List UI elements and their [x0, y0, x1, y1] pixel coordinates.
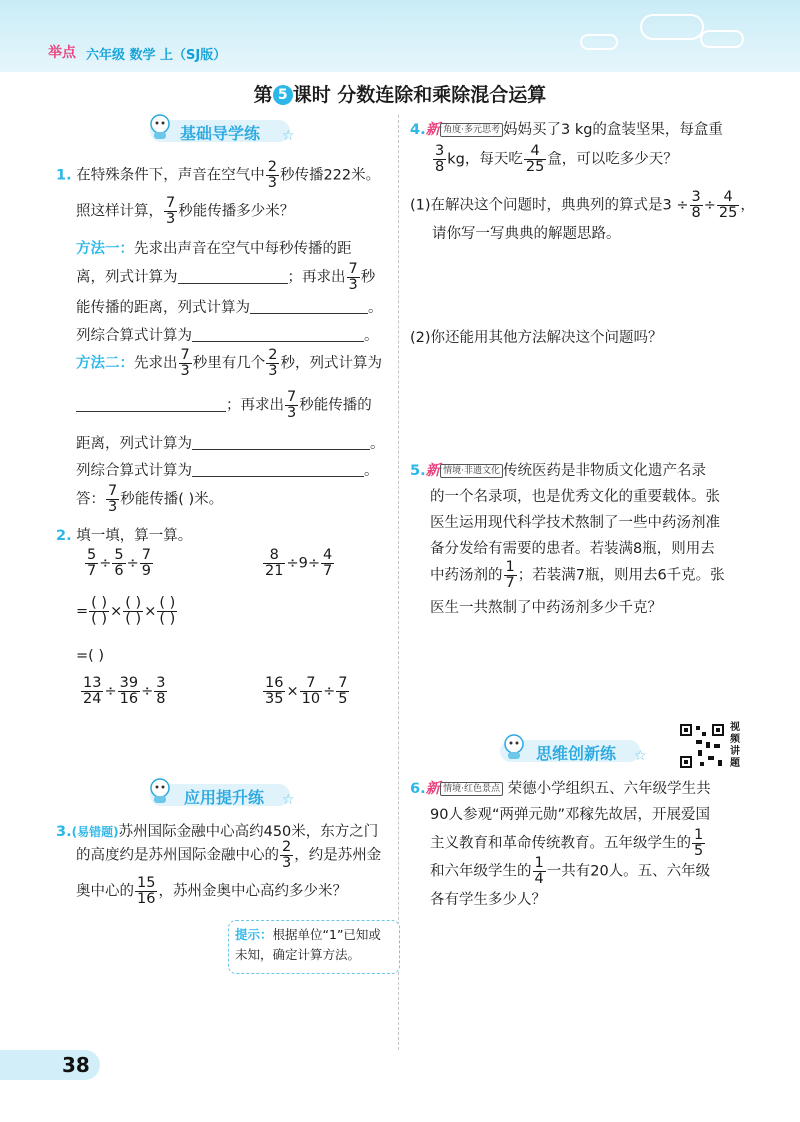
book-grade: 六年级 数学 上（SJ版）	[86, 48, 227, 63]
star-icon: ☆	[634, 748, 647, 764]
cloud-decoration	[580, 34, 618, 50]
answer-blank[interactable]	[76, 397, 226, 412]
answer-blank[interactable]	[178, 269, 288, 284]
question-6: 6.新 情境·红色景点 荣德小学组织五、六年级学生共 90人参观“两弹元勋”邓稼先故居，开展爱国 主义教育和革命传统教育。五年级学生的 $\frac{1}{5}$	[410, 781, 711, 860]
cloud-decoration	[640, 14, 704, 40]
answer-blank[interactable]	[192, 462, 364, 477]
section-title-basic: 基础导学练	[180, 124, 261, 143]
result-row: =( )	[76, 648, 105, 664]
qr-label: 视频讲题	[730, 722, 740, 769]
question-1-line2: 照这样计算， $\frac{7}{3}$ 秒能传播多少米？	[76, 195, 295, 228]
column-divider	[398, 115, 399, 1050]
mascot-icon	[146, 776, 174, 804]
fill-in-row: = $\frac{( )}{( )}$ × $\frac{( )}{( )}$ × $\frac{( )}{( )}$	[76, 595, 176, 628]
page-title: 第 5 课时 分数连除和乘除混合运算	[253, 84, 547, 106]
answer-line: 答： $\frac{7}{3}$ 秒能传播( )米。	[76, 483, 224, 516]
hint-box: 提示：根据单位“1”已知或未知，确定计算方法。	[228, 920, 400, 974]
question-4: 4.新 角度·多元思考 妈妈买了3 kg的盒装坚果，每盒重	[410, 122, 723, 138]
star-icon: ☆	[282, 792, 295, 808]
page-number-tab	[0, 1050, 100, 1080]
expression-1: $\frac{5}{7}$ ÷ $\frac{5}{6}$ ÷ $\frac{7}{9}$	[87, 547, 152, 580]
answer-blank[interactable]	[192, 435, 370, 450]
qr-code-icon[interactable]	[678, 722, 726, 770]
answer-blank[interactable]	[192, 327, 364, 342]
mascot-icon	[500, 732, 528, 760]
star-icon: ☆	[282, 128, 295, 144]
question-5: 5.新 情境·非遗文化 传统医药是非物质文化遗产名录 的一个名录项，也是优秀文化的重要载体。张 医生运用现代科学技术熬制了一些中药汤剂准 备分发给有需要的患者。若装满8瓶，则用去	[410, 463, 720, 557]
expression-4: $\frac{16}{35}$ × $\frac{7}{10}$ ÷ $\frac{7}{5}$	[265, 675, 348, 708]
mascot-icon	[146, 112, 174, 140]
answer-blank[interactable]	[250, 299, 368, 314]
question-3: 3.(易错题)苏州国际金融中心高约450米，东方之门	[56, 824, 379, 840]
lesson-number-badge: 5	[273, 85, 293, 105]
expression-2: $\frac{8}{21}$ ÷9÷ $\frac{4}{7}$	[265, 547, 333, 580]
expression-3: $\frac{13}{24}$ ÷ $\frac{39}{16}$ ÷ $\frac{3}{8}$	[83, 675, 166, 708]
page-number: 38	[62, 1053, 90, 1077]
brand-logo: 举点	[48, 45, 76, 61]
section-title-apply: 应用提升练	[184, 788, 265, 807]
question-2: 2. 填一填，算一算。	[56, 528, 193, 544]
section-title-think: 思维创新练	[536, 744, 617, 763]
cloud-decoration	[700, 30, 744, 48]
question-1: 1. 在特殊条件下，声音在空气中 $\frac{2}{3}$ 秒传播222米。	[56, 159, 381, 192]
